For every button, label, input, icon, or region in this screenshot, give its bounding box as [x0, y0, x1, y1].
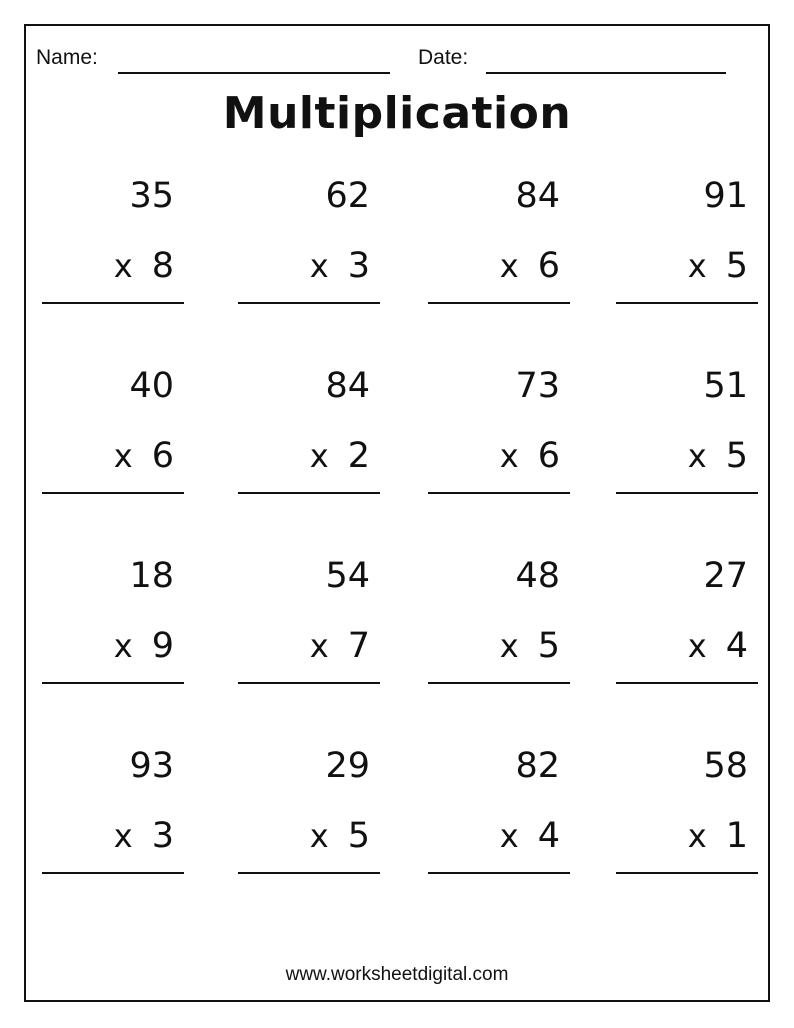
multiplier-row: [500, 436, 560, 476]
multiplier-row: [500, 626, 560, 666]
times-sign: x: [113, 627, 133, 665]
multiplier-row: [310, 246, 370, 286]
multiplier: 6: [537, 246, 560, 286]
multiplicand: 84: [325, 366, 370, 406]
multiplier-row: [688, 246, 748, 286]
multiplier: 8: [151, 246, 174, 286]
worksheet-page: [24, 24, 770, 1002]
times-sign: x: [687, 247, 707, 285]
multiplier: 1: [725, 816, 748, 856]
multiplier: 5: [347, 816, 370, 856]
problem-14: [238, 746, 380, 876]
problem-1: [42, 176, 184, 306]
answer-line[interactable]: [238, 682, 380, 684]
problem-3: [428, 176, 570, 306]
times-sign: x: [687, 817, 707, 855]
multiplier: 9: [151, 626, 174, 666]
multiplicand: 93: [129, 746, 174, 786]
multiplicand: 62: [325, 176, 370, 216]
multiplier: 6: [537, 436, 560, 476]
problem-7: [428, 366, 570, 496]
name-field[interactable]: [118, 72, 390, 74]
multiplicand: 35: [129, 176, 174, 216]
problem-15: [428, 746, 570, 876]
multiplier: 5: [725, 436, 748, 476]
multiplier-row: [688, 816, 748, 856]
multiplier: 7: [347, 626, 370, 666]
times-sign: x: [687, 627, 707, 665]
multiplier-row: [114, 246, 174, 286]
times-sign: x: [309, 627, 329, 665]
multiplier: 2: [347, 436, 370, 476]
date-label: Date:: [418, 46, 469, 69]
problem-13: [42, 746, 184, 876]
multiplier: 4: [725, 626, 748, 666]
answer-line[interactable]: [42, 302, 184, 304]
answer-line[interactable]: [238, 302, 380, 304]
problem-16: [616, 746, 758, 876]
multiplier-row: [688, 436, 748, 476]
multiplier: 6: [151, 436, 174, 476]
times-sign: x: [113, 437, 133, 475]
answer-line[interactable]: [428, 492, 570, 494]
answer-line[interactable]: [42, 492, 184, 494]
footer-url: www.worksheetdigital.com: [285, 964, 509, 985]
answer-line[interactable]: [616, 492, 758, 494]
multiplicand: 18: [129, 556, 174, 596]
multiplier-row: [310, 816, 370, 856]
multiplier: 5: [537, 626, 560, 666]
date-field[interactable]: [486, 72, 726, 74]
multiplicand: 51: [703, 366, 748, 406]
times-sign: x: [309, 247, 329, 285]
problem-6: [238, 366, 380, 496]
times-sign: x: [499, 247, 519, 285]
multiplicand: 91: [703, 176, 748, 216]
multiplicand: 40: [129, 366, 174, 406]
problem-11: [428, 556, 570, 686]
times-sign: x: [113, 247, 133, 285]
multiplier-row: [114, 816, 174, 856]
multiplier-row: [114, 626, 174, 666]
times-sign: x: [687, 437, 707, 475]
multiplicand: 58: [703, 746, 748, 786]
multiplier-row: [310, 626, 370, 666]
multiplier: 3: [347, 246, 370, 286]
problem-10: [238, 556, 380, 686]
answer-line[interactable]: [428, 872, 570, 874]
answer-line[interactable]: [428, 302, 570, 304]
answer-line[interactable]: [616, 302, 758, 304]
problem-4: [616, 176, 758, 306]
multiplier: 4: [537, 816, 560, 856]
multiplicand: 29: [325, 746, 370, 786]
problem-8: [616, 366, 758, 496]
times-sign: x: [499, 437, 519, 475]
multiplicand: 54: [325, 556, 370, 596]
answer-line[interactable]: [238, 492, 380, 494]
times-sign: x: [309, 817, 329, 855]
times-sign: x: [309, 437, 329, 475]
answer-line[interactable]: [42, 682, 184, 684]
multiplier-row: [500, 816, 560, 856]
problem-9: [42, 556, 184, 686]
times-sign: x: [113, 817, 133, 855]
times-sign: x: [499, 817, 519, 855]
answer-line[interactable]: [42, 872, 184, 874]
multiplicand: 48: [515, 556, 560, 596]
multiplier-row: [688, 626, 748, 666]
name-label: Name:: [36, 46, 98, 69]
multiplier-row: [500, 246, 560, 286]
multiplicand: 27: [703, 556, 748, 596]
multiplicand: 73: [515, 366, 560, 406]
answer-line[interactable]: [238, 872, 380, 874]
problem-5: [42, 366, 184, 496]
multiplier-row: [310, 436, 370, 476]
multiplier: 3: [151, 816, 174, 856]
times-sign: x: [499, 627, 519, 665]
multiplier: 5: [725, 246, 748, 286]
multiplicand: 82: [515, 746, 560, 786]
answer-line[interactable]: [428, 682, 570, 684]
problem-12: [616, 556, 758, 686]
page-title: Multiplication: [222, 88, 572, 139]
problem-2: [238, 176, 380, 306]
multiplier-row: [114, 436, 174, 476]
answer-line[interactable]: [616, 682, 758, 684]
answer-line[interactable]: [616, 872, 758, 874]
multiplicand: 84: [515, 176, 560, 216]
